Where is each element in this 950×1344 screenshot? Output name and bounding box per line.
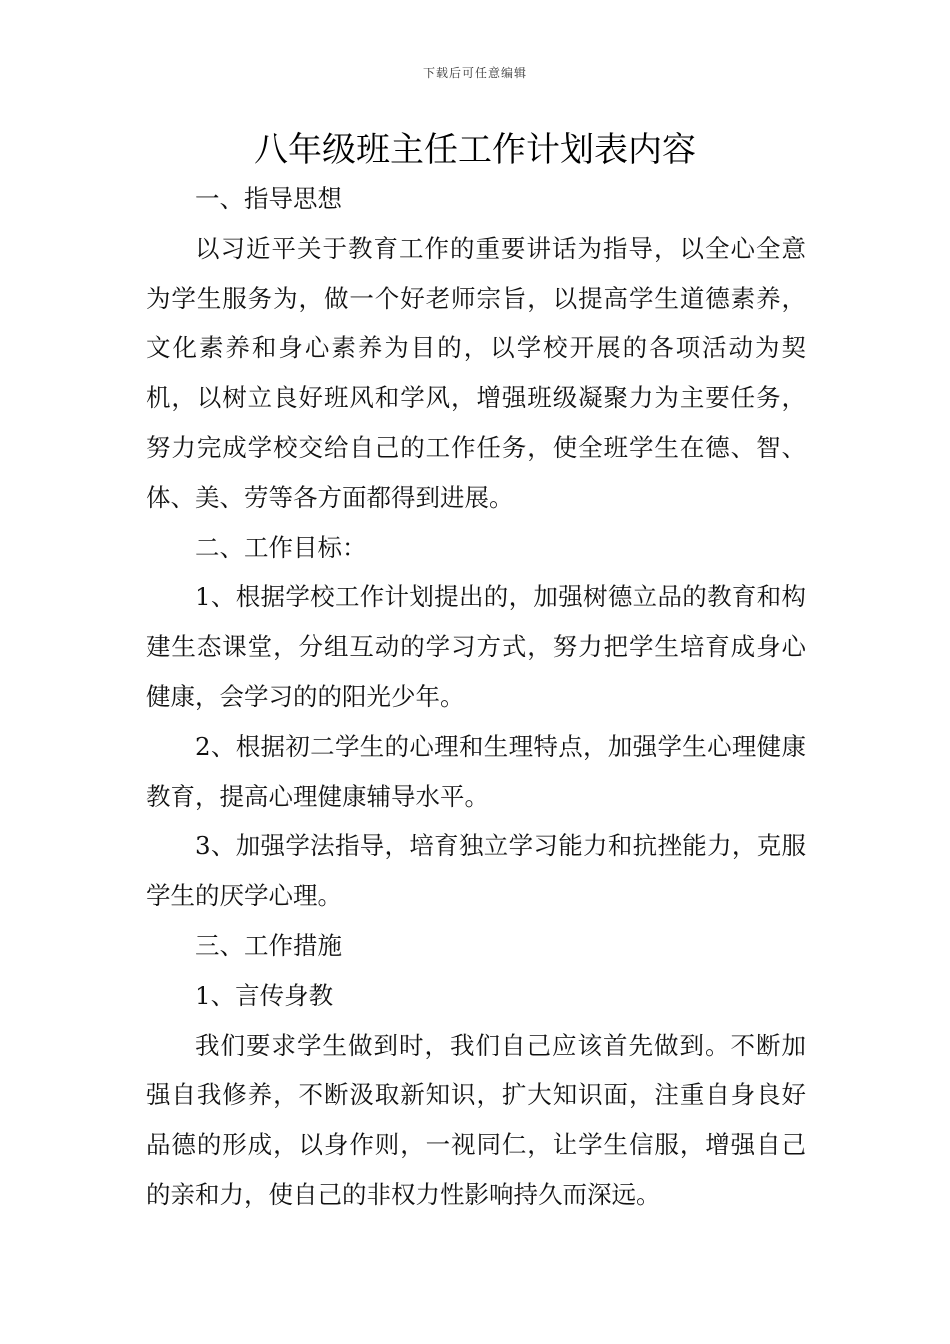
section-heading-work-measures: 三、工作措施 — [195, 930, 342, 960]
paragraph-goal-1: 1、根据学校工作计划提出的，加强树德立品的教育和构建生态课堂，分组互动的学习方式，努力把学生培育成身心健康，会学习的的阳光少年。 — [146, 582, 806, 711]
section-heading-guiding-ideology: 一、指导思想 — [195, 184, 342, 213]
paragraph-goal-2: 2、根据初二学生的心理和生理特点，加强学生心理健康教育，提高心理健康辅导水平。 — [146, 731, 806, 811]
paragraph-goal-3: 3、加强学法指导，培育独立学习能力和抗挫能力，克服学生的厌学心理。 — [146, 831, 806, 911]
paragraph-lead-by-example: 我们要求学生做到时，我们自己应该首先做到。不断加强自我修养，不断汲取新知识，扩大知识面，注重自身良好品德的形成，以身作则，一视同仁，让学生信服，增强自己的亲和力，使自己的非权力性影响持久而深远。 — [146, 1030, 806, 1209]
subheading-lead-by-example: 1、言传身教 — [195, 980, 334, 1010]
document-title: 八年级班主任工作计划表内容 — [254, 130, 696, 170]
document-body — [146, 174, 806, 1220]
paragraph-guiding-ideology: 以习近平关于教育工作的重要讲话为指导，以全心全意为学生服务为，做一个好老师宗旨，以提高学生道德素养，文化素养和身心素养为目的，以学校开展的各项活动为契机，以树立良好班风和学风，增强班级凝聚力为主要任务，努力完成学校交给自己的工作任务，使全班学生在德、智、体、美、劳等各方面都得到进展。 — [146, 233, 806, 512]
section-heading-work-goals: 二、工作目标： — [195, 532, 367, 562]
header-note: 下载后可任意编辑 — [422, 66, 527, 80]
